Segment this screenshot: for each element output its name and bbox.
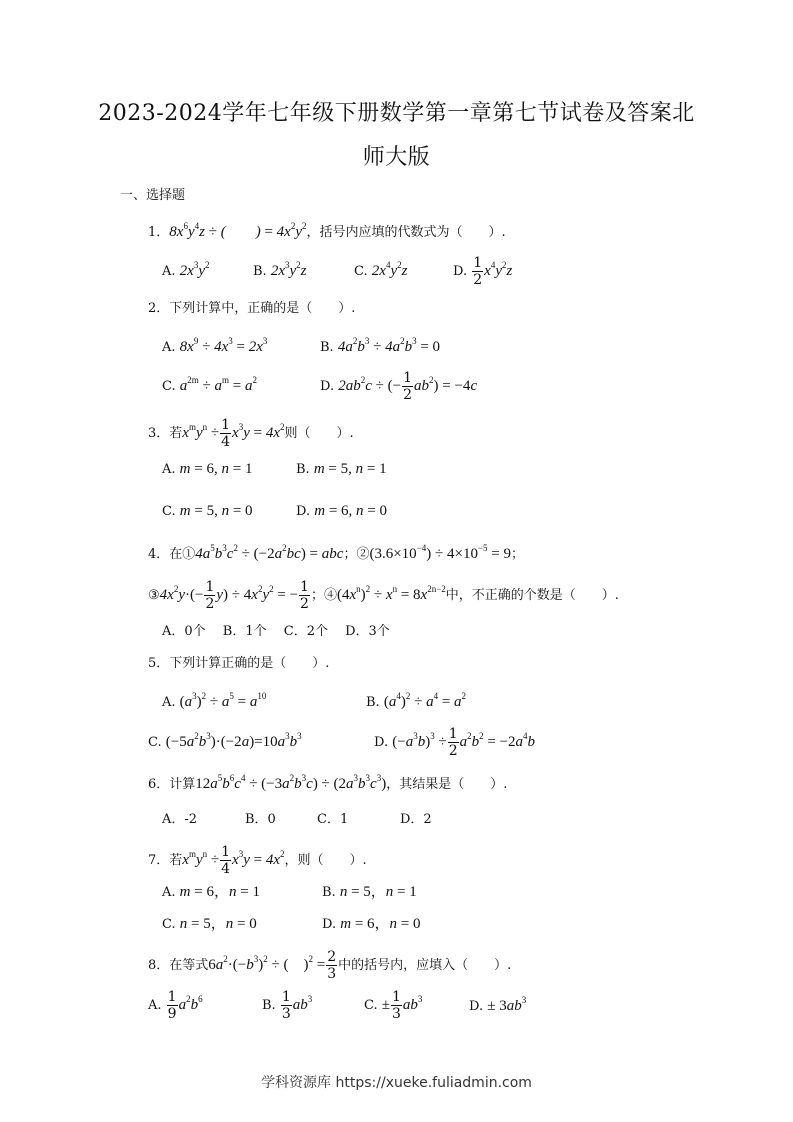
q4-options: A．0个 B．1个 C．2个 D．3个 (162, 624, 390, 639)
footer-watermark: 学科资源库 https://xueke.fuliadmin.com (261, 1075, 532, 1091)
q7-option-a: A. m = 6，n = 1 (162, 884, 260, 900)
q7-option-c: C. n = 5，n = 0 (162, 916, 257, 932)
page-title-line2: 师大版 (362, 145, 431, 170)
q2-option-c: C. $a^{2m} \div a^m = a^2$ (162, 375, 257, 394)
question-4-line1: 4．在$①4a^5b^3c^2 \div (-2a^2bc)$ = abc；$②(3.6\times 10^{-4}) \div 4\times 10^{-5} = 9$； (148, 543, 525, 562)
question-6: 6．计算$12a^5b^6c^4 \div (-3a^2b^3c) \div (2a^3b^3c^3)$，其结果是（ ）. (148, 773, 508, 792)
q1-option-c: C. $2x^4y^2z$ (354, 260, 408, 279)
q3-option-b: B. m = 5, n = 1 (296, 461, 387, 477)
q6-option-c: C．1 (317, 812, 349, 827)
q6-option-a: A．-2 (162, 812, 198, 827)
section-heading: 一、选择题 (120, 188, 186, 203)
question-8: 8．在等式$6a^2\cdot(-b^3)^2$ ÷ ( )$^2$ = $\frac{2}{3}$ 中的括号内，应填入（ ）. (148, 949, 512, 982)
q8-option-a: A. $\frac{1}{9}$ $a^2b^6$ (148, 989, 203, 1022)
question-4-line2: $③4x^2y\cdot(-$ $\frac{1}{2}$ $y) \div 4x^2y^2$ = − $\frac{1}{2}$ ；$④(4x^n)^2 \div x^n = 8x^{2n-2}$中，不正确的个数是（ ）. (148, 579, 619, 612)
q8-option-c: C. ± $\frac{1}{3}$ $ab^3$ (364, 989, 423, 1022)
q2-option-b: B. $4a^2b^3 \div 4a^2b^3 = 0$ (320, 336, 441, 355)
q2-option-d: D. $2ab^2c$ ÷ (− $\frac{1}{2}$ $ab^2) = -4c$ (320, 370, 478, 403)
q2-option-a: A. $8x^9 \div 4x^3 = 2x^3$ (162, 336, 268, 355)
question-2: 2．下列计算中，正确的是（ ）. (148, 301, 356, 316)
question-5: 5．下列计算正确的是（ ）. (148, 656, 330, 671)
q8-option-b: B. $\frac{1}{3}$ $ab^3$ (262, 989, 313, 1022)
q7-option-b: B. n = 5，n = 1 (322, 884, 417, 900)
q1-option-a: A. $2x^3y^2$ (162, 260, 210, 279)
q5-option-a: A. $(a^3)^2 \div a^5 = a^{10}$ (162, 691, 267, 710)
q6-option-b: B．0 (245, 812, 276, 827)
question-7: 7．若$x^my^n$ ÷ $\frac{1}{4}$ $x^3y = 4x^2$，则（ ）. (148, 844, 367, 877)
q5-option-d: D. $(-a^3b)^3$ ÷ $\frac{1}{2}$ $a^2b^2 = -2a^4b$ (374, 726, 536, 759)
page-title-line1: 2023-2024学年七年级下册数学第一章第七节试卷及答案北 (98, 101, 695, 126)
q3-option-a: A. m = 6, n = 1 (162, 461, 253, 477)
q5-option-b: B. $(a^4)^2 \div a^4 = a^2$ (366, 691, 467, 710)
q1-option-d: D. $\frac{1}{2}$ $x^4y^2z$ (453, 255, 513, 288)
q3-option-c: C. m = 5, n = 0 (162, 503, 253, 519)
q7-option-d: D. m = 6，n = 0 (322, 916, 421, 932)
q6-option-d: D．2 (400, 812, 432, 827)
q8-option-d: D. ± $3ab^3$ (469, 995, 527, 1014)
q1-option-b: B. $2x^3y^2z$ (253, 260, 307, 279)
q5-option-c: C. $(-5a^2b^3)\cdot(-2a)=10a^3b^3$ (148, 731, 302, 750)
question-1: 1．$8x^6y^4z$ ÷ ( ) = $4x^2y^2$，括号内应填的代数式为（ ）. (148, 221, 506, 240)
question-3: 3．若$x^my^n$ ÷ $\frac{1}{4}$ $x^3y = 4x^2$则（ ）. (148, 417, 354, 450)
q3-option-d: D. m = 6, n = 0 (296, 503, 388, 519)
